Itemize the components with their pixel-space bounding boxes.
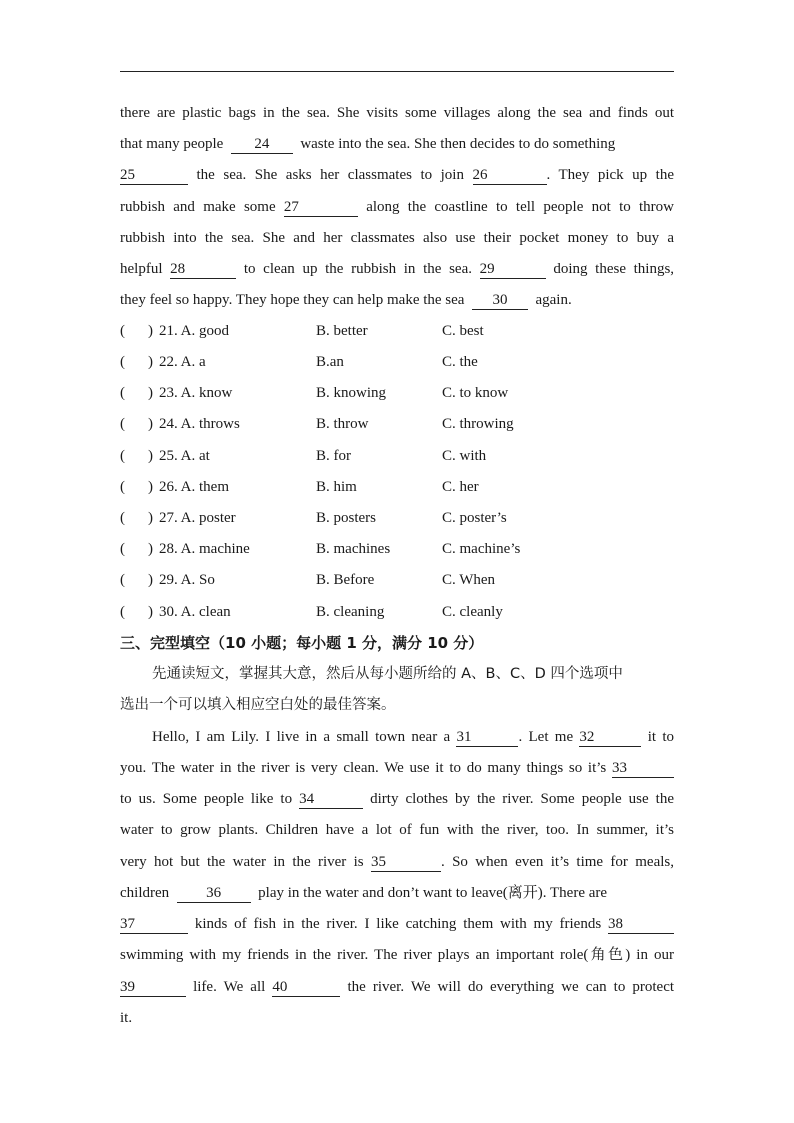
passage2-line: Hello, I am Lily. I live in a small town near a 31 . Let me 32 it to <box>152 729 674 745</box>
passage2-line: it. <box>120 1010 133 1026</box>
passage2-line: swimming with my friends in the river. The river plays an important role(角色) in our <box>120 947 674 963</box>
passage2-line: you. The water in the river is very clean. We use it to do many things so it’s 33 <box>120 758 674 778</box>
blank-32[interactable]: 32 <box>579 728 641 747</box>
passage1-line: they feel so happy. They hope they can help make the sea 30 again. <box>120 292 572 308</box>
blank-31[interactable]: 31 <box>456 728 518 747</box>
answer-paren-open: ( <box>120 604 125 620</box>
option-c[interactable]: C. cleanly <box>442 604 503 620</box>
option-b[interactable]: B. throw <box>316 416 369 432</box>
option-b[interactable]: B.an <box>316 354 344 370</box>
question-close: ) <box>148 510 153 526</box>
blank-29[interactable]: 29 <box>480 260 546 279</box>
option-a[interactable]: 25. A. at <box>159 448 210 464</box>
blank-24[interactable]: 24 <box>231 135 293 154</box>
option-c[interactable]: C. machine’s <box>442 541 521 557</box>
passage2-line: 37 kinds of fish in the river. I like catching them with my friends 38 <box>120 914 674 934</box>
option-c[interactable]: C. her <box>442 479 479 495</box>
blank-25[interactable]: 25 <box>120 166 188 185</box>
instruction-line: 先通读短文，掌握其大意，然后从每小题所给的 A、B、C、D 四个选项中 <box>152 666 623 682</box>
passage2-line: children 36 play in the water and don’t want to leave(离开). There are <box>120 885 608 901</box>
question-close: ) <box>148 572 153 588</box>
option-c[interactable]: C. poster’s <box>442 510 507 526</box>
option-a[interactable]: 21. A. good <box>159 323 230 339</box>
blank-34[interactable]: 34 <box>299 790 363 809</box>
answer-paren-open: ( <box>120 354 125 370</box>
question-close: ) <box>148 448 153 464</box>
option-a[interactable]: 28. A. machine <box>159 541 250 557</box>
option-c[interactable]: C. the <box>442 354 478 370</box>
passage2-line: very hot but the water in the river is 35 . So when even it’s time for meals, <box>120 854 674 870</box>
option-c[interactable]: C. to know <box>442 385 509 401</box>
blank-37[interactable]: 37 <box>120 915 188 934</box>
passage1-line: 25 the sea. She asks her classmates to join 26 . They pick up the <box>120 167 675 183</box>
option-a[interactable]: 29. A. So <box>159 572 215 588</box>
question-close: ) <box>148 385 153 401</box>
option-a[interactable]: 30. A. clean <box>159 604 231 620</box>
passage2-line: 39 life. We all 40 the river. We will do everything we can to protect <box>120 979 675 995</box>
section-heading: 三、完型填空（10 小题；每小题 1 分，满分 10 分） <box>120 634 484 652</box>
option-b[interactable]: B. better <box>316 323 368 339</box>
option-b[interactable]: B. Before <box>316 572 375 588</box>
question-close: ) <box>148 354 153 370</box>
blank-36[interactable]: 36 <box>177 884 251 903</box>
answer-paren-open: ( <box>120 385 125 401</box>
question-close: ) <box>148 416 153 432</box>
blank-35[interactable]: 35 <box>371 853 441 872</box>
passage2-line: to us. Some people like to 34 dirty clothes by the river. Some people use the <box>120 791 675 807</box>
option-b[interactable]: B. for <box>316 448 351 464</box>
answer-paren-open: ( <box>120 448 125 464</box>
answer-paren-open: ( <box>120 572 125 588</box>
option-b[interactable]: B. him <box>316 479 357 495</box>
option-a[interactable]: 23. A. know <box>159 385 233 401</box>
answer-paren-open: ( <box>120 416 125 432</box>
blank-26[interactable]: 26 <box>473 166 547 185</box>
option-b[interactable]: B. posters <box>316 510 376 526</box>
answer-paren-open: ( <box>120 323 125 339</box>
passage2-line: water to grow plants. Children have a lot of fun with the river, too. In summer, it’s <box>120 822 674 838</box>
answer-paren-open: ( <box>120 541 125 557</box>
passage1-line: rubbish into the sea. She and her classmates also use their pocket money to buy a <box>120 230 674 246</box>
option-b[interactable]: B. cleaning <box>316 604 385 620</box>
passage1-line: helpful 28 to clean up the rubbish in the sea. 29 doing these things, <box>120 261 675 277</box>
question-close: ) <box>148 604 153 620</box>
option-c[interactable]: C. with <box>442 448 487 464</box>
option-c[interactable]: C. best <box>442 323 484 339</box>
header-rule <box>120 71 674 72</box>
option-b[interactable]: B. machines <box>316 541 391 557</box>
option-a[interactable]: 22. A. a <box>159 354 206 370</box>
blank-40[interactable]: 40 <box>272 978 340 997</box>
option-a[interactable]: 24. A. throws <box>159 416 240 432</box>
instruction-line: 选出一个可以填入相应空白处的最佳答案。 <box>120 697 396 713</box>
blank-27[interactable]: 27 <box>284 198 358 217</box>
answer-paren-open: ( <box>120 510 125 526</box>
blank-38[interactable]: 38 <box>608 915 674 934</box>
question-close: ) <box>148 479 153 495</box>
option-c[interactable]: C. When <box>442 572 496 588</box>
blank-33[interactable]: 33 <box>612 759 674 778</box>
option-a[interactable]: 26. A. them <box>159 479 229 495</box>
passage1-line: there are plastic bags in the sea. She visits some villages along the sea and finds out <box>120 105 674 121</box>
option-c[interactable]: C. throwing <box>442 416 514 432</box>
question-close: ) <box>148 323 153 339</box>
option-b[interactable]: B. knowing <box>316 385 387 401</box>
blank-28[interactable]: 28 <box>170 260 236 279</box>
passage1-line: that many people 24 waste into the sea. She then decides to do something <box>120 136 616 152</box>
answer-paren-open: ( <box>120 479 125 495</box>
passage1-line: rubbish and make some 27 along the coastline to tell people not to throw <box>120 199 675 215</box>
blank-39[interactable]: 39 <box>120 978 186 997</box>
blank-30[interactable]: 30 <box>472 291 528 310</box>
option-a[interactable]: 27. A. poster <box>159 510 236 526</box>
question-close: ) <box>148 541 153 557</box>
